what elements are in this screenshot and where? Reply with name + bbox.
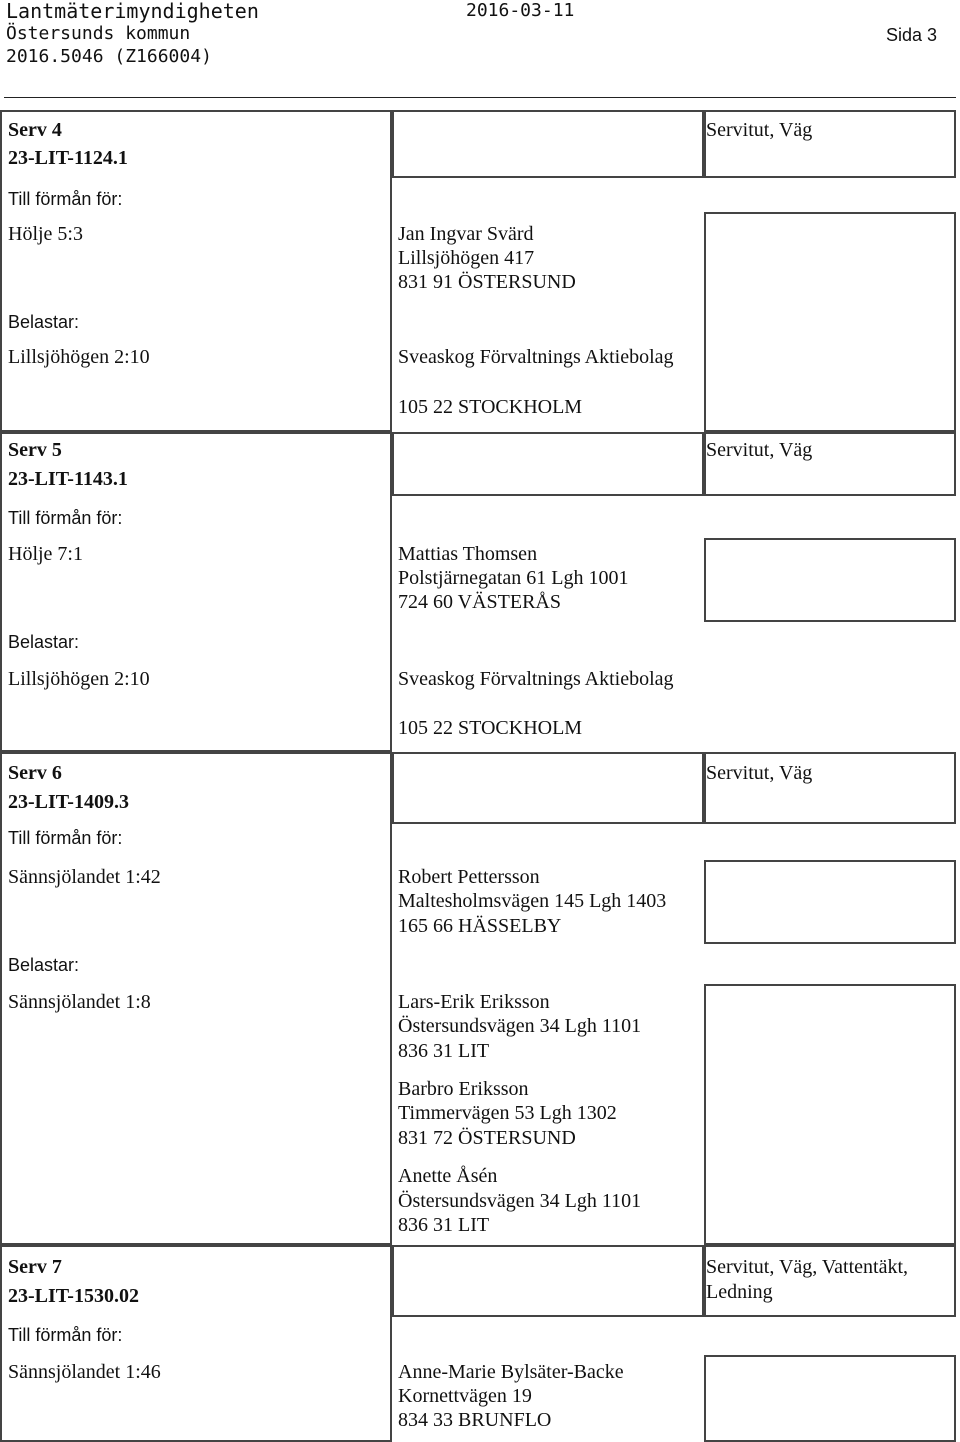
- serv4-code: 23-LIT-1124.1: [8, 147, 128, 169]
- serv4-right-cell: [704, 212, 956, 432]
- serv5-burden-label: Belastar:: [8, 632, 80, 652]
- serv6-benefit-owner-city: 165 66 HÄSSELBY: [398, 915, 562, 937]
- serv5-mid-cell: [392, 432, 704, 496]
- serv6-right-cell-burden: [704, 984, 956, 1245]
- header-divider: [4, 97, 956, 98]
- serv7-code: 23-LIT-1530.02: [8, 1285, 139, 1307]
- serv7-benefit-owner-street: Kornettvägen 19: [398, 1385, 532, 1407]
- serv7-type-line2: Ledning: [706, 1281, 773, 1303]
- serv7-mid-cell: [392, 1245, 704, 1317]
- serv6-burden-owner-2-city: 831 72 ÖSTERSUND: [398, 1127, 576, 1149]
- serv6-benefit-owner-name: Robert Pettersson: [398, 866, 540, 888]
- serv7-right-cell: [704, 1355, 956, 1442]
- serv4-mid-cell: [392, 110, 704, 178]
- serv5-title: Serv 5: [8, 439, 62, 461]
- document-date: 2016-03-11: [466, 0, 575, 21]
- serv6-code: 23-LIT-1409.3: [8, 791, 129, 813]
- serv7-type-line1: Servitut, Väg, Vattentäkt,: [706, 1256, 909, 1278]
- serv6-burden-label: Belastar:: [8, 955, 80, 975]
- case-number: 2016.5046 (Z166004): [6, 46, 212, 67]
- serv7-benefit-property: Sännsjölandet 1:46: [8, 1361, 161, 1383]
- serv4-type: Servitut, Väg: [706, 119, 813, 141]
- serv7-benefit-label: Till förmån för:: [8, 1325, 123, 1345]
- serv7-title: Serv 7: [8, 1256, 62, 1278]
- serv6-burden-owner-3-street: Östersundsvägen 34 Lgh 1101: [398, 1190, 642, 1212]
- serv4-burden-label: Belastar:: [8, 312, 80, 332]
- serv6-burden-owner-2-name: Barbro Eriksson: [398, 1078, 529, 1100]
- serv5-benefit-owner-street: Polstjärnegatan 61 Lgh 1001: [398, 567, 629, 589]
- serv5-burden-owner-city: 105 22 STOCKHOLM: [398, 717, 583, 739]
- serv4-benefit-owner-city: 831 91 ÖSTERSUND: [398, 271, 576, 293]
- serv5-benefit-property: Hölje 7:1: [8, 543, 83, 565]
- serv4-benefit-owner-street: Lillsjöhögen 417: [398, 247, 535, 269]
- serv5-burden-owner-name: Sveaskog Förvaltnings Aktiebolag: [398, 668, 674, 690]
- serv6-benefit-property: Sännsjölandet 1:42: [8, 866, 161, 888]
- serv6-burden-owner-3-name: Anette Åsén: [398, 1165, 498, 1187]
- serv7-benefit-owner-city: 834 33 BRUNFLO: [398, 1409, 552, 1431]
- serv4-benefit-property: Hölje 5:3: [8, 223, 83, 245]
- serv6-burden-owner-1-city: 836 31 LIT: [398, 1040, 490, 1062]
- serv7-benefit-owner-name: Anne-Marie Bylsäter-Backe: [398, 1361, 624, 1383]
- serv5-benefit-label: Till förmån för:: [8, 508, 123, 528]
- municipality: Östersunds kommun: [6, 23, 191, 44]
- serv6-burden-owner-1-name: Lars-Erik Eriksson: [398, 991, 550, 1013]
- serv5-burden-property: Lillsjöhögen 2:10: [8, 668, 150, 690]
- serv4-title: Serv 4: [8, 119, 62, 141]
- serv4-benefit-label: Till förmån för:: [8, 189, 123, 209]
- serv5-benefit-owner-name: Mattias Thomsen: [398, 543, 538, 565]
- agency-name: Lantmäterimyndigheten: [6, 0, 259, 23]
- serv6-mid-cell: [392, 752, 704, 824]
- serv5-type: Servitut, Väg: [706, 439, 813, 461]
- serv6-burden-owner-1-street: Östersundsvägen 34 Lgh 1101: [398, 1015, 642, 1037]
- page-number: Sida 3: [886, 25, 938, 45]
- serv6-benefit-owner-street: Maltesholmsvägen 145 Lgh 1403: [398, 890, 667, 912]
- serv5-benefit-owner-city: 724 60 VÄSTERÅS: [398, 591, 561, 613]
- serv4-burden-owner-city: 105 22 STOCKHOLM: [398, 396, 583, 418]
- serv6-burden-owner-2-street: Timmervägen 53 Lgh 1302: [398, 1102, 617, 1124]
- serv5-right-cell: [704, 538, 956, 622]
- serv4-burden-owner-name: Sveaskog Förvaltnings Aktiebolag: [398, 346, 674, 368]
- serv4-burden-property: Lillsjöhögen 2:10: [8, 346, 150, 368]
- serv6-right-cell-benefit: [704, 860, 956, 944]
- serv5-code: 23-LIT-1143.1: [8, 468, 128, 490]
- serv6-title: Serv 6: [8, 762, 62, 784]
- serv6-burden-property: Sännsjölandet 1:8: [8, 991, 151, 1013]
- serv4-benefit-owner-name: Jan Ingvar Svärd: [398, 223, 534, 245]
- serv6-benefit-label: Till förmån för:: [8, 828, 123, 848]
- serv6-burden-owner-3-city: 836 31 LIT: [398, 1214, 490, 1236]
- serv6-type: Servitut, Väg: [706, 762, 813, 784]
